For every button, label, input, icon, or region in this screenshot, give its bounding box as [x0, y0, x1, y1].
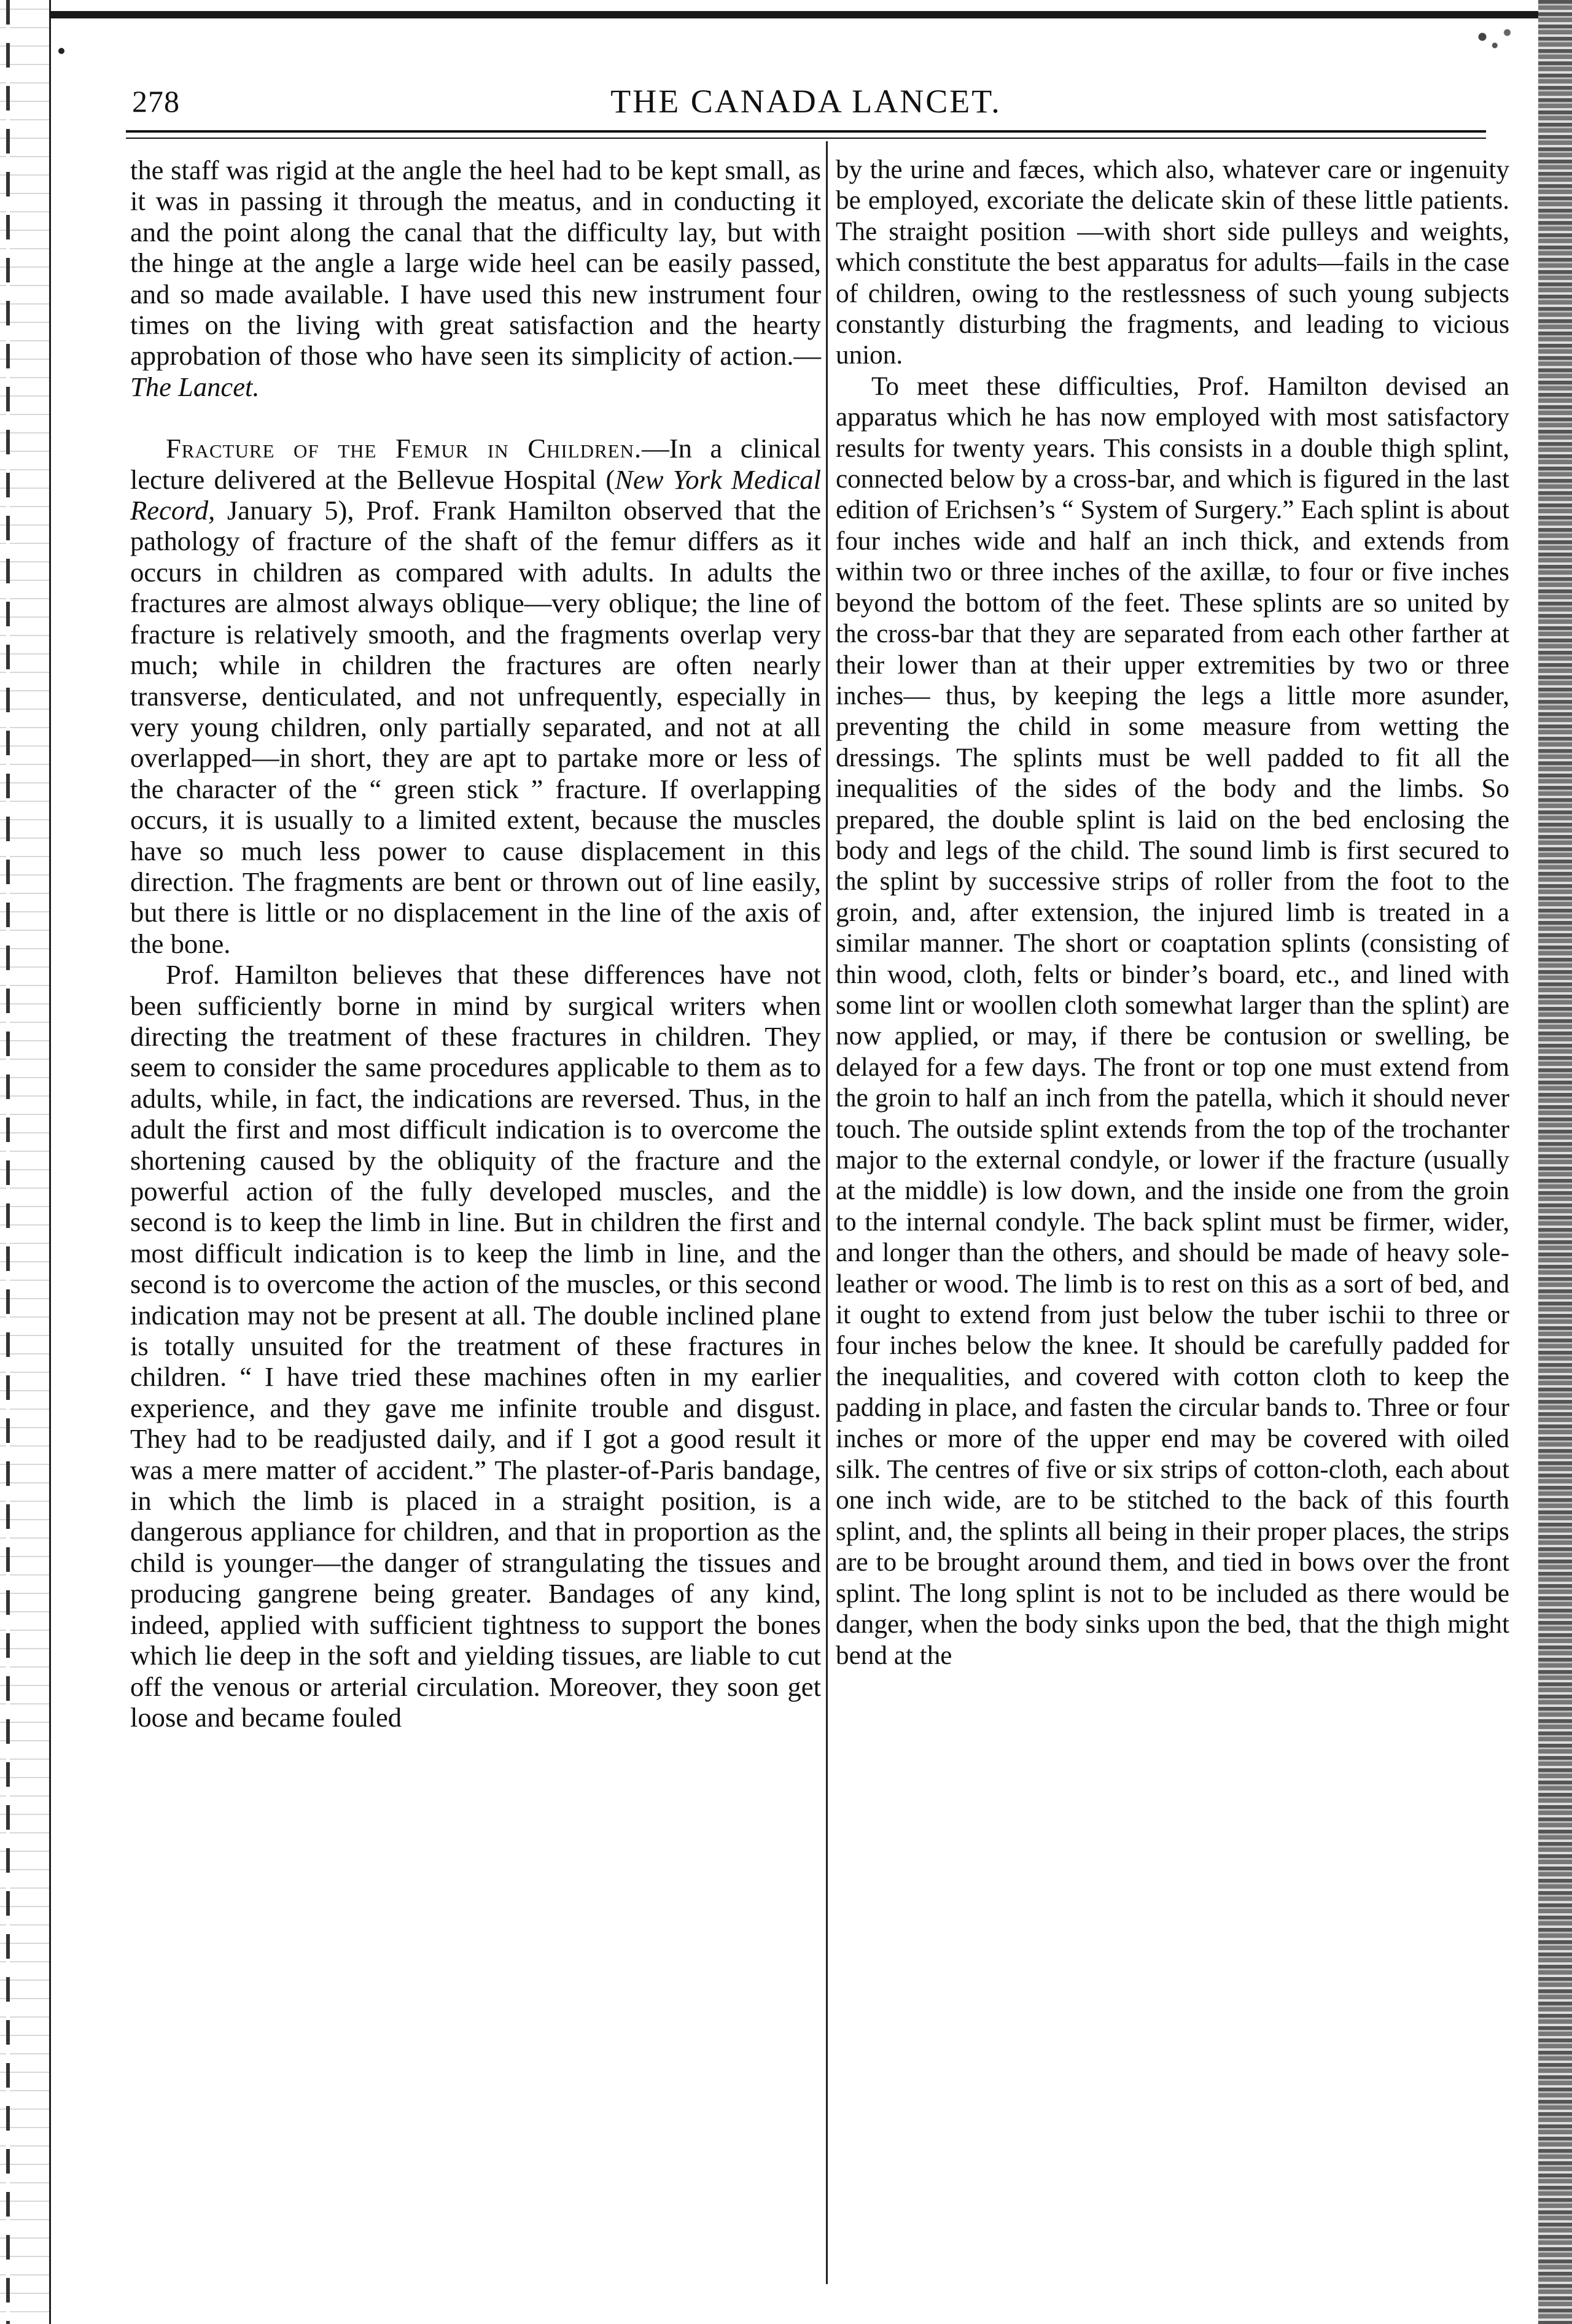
page-binding-edge	[0, 0, 51, 2324]
paragraph-fracture-heading	[130, 433, 821, 959]
corner-ink-mark	[1449, 15, 1532, 58]
header-rule-thick	[126, 130, 1486, 133]
paragraph-continued	[130, 155, 821, 402]
paragraph-apparatus: To meet these difficulties, Prof. Hamilton devised an apparatus which he has now employed with most satisfactory results for twenty years. This consists in a double thigh splint, connected below by a cross-bar, and which is figured in the last edition of Erichsen’s “ System of Surgery.” Each splint is about four inches wide and half an inch thick, and extends from within two or three inches of the axillæ, to four or five inches beyond the bottom of the feet. These splints are so united by the cross-bar that they are separated from each other farther at their lower than at their upper extremities by two or three inches— thus, by keeping the legs a little more asunder, preventing the child in some measure from wetting the dressings. The splints must be well padded to fit all the inequalities of the sides of the body and the limbs. So prepared, the double splint is laid on the bed enclosing the body and legs of the child. The sound limb is first secured to the splint by successive strips of roller from the foot to the groin, and, after extension, the injured limb is treated in a similar manner. The short or coaptation splints (consisting of thin wood, cloth, felts or binder’s board, etc., and lined with some lint or woollen cloth somewhat larger than the splint) are now applied, or may, if there be contusion or swelling, be delayed for a few days. The front or top one must extend from the groin to half an inch from the patella, which it should never touch. The outside splint extends from the top of the trochanter major to the external condyle, or lower if the fracture (usually at the middle) is low down, and the inside one from the groin to the internal condyle. The back splint must be firmer, wider, and longer than the others, and should be made of heavy sole-leather or wood. The limb is to rest on this as a sort of bed, and it ought to extend from just below the tuber ischii to three or four inches below the knee. It should be carefully padded for the inequalities, and covered with cotton cloth to keep the padding in place, and fasten the circular bands to. Three or four inches or more of the upper end may be covered with oiled silk. The centres of five or six strips of cotton-cloth, each about one inch wide, are to be stitched to the back of this fourth splint, and, the splints all being in their proper places, the strips are to be brought around them, and tied in bows over the front splint. The long splint is not to be included as there would be danger, when the body sinks upon the bed, that the thigh might bend at the	[836, 371, 1509, 1670]
running-title: THE CANADA LANCET.	[610, 83, 1002, 120]
paragraph-text: In a clinical lecture delivered at the Bellevue Hospital (	[130, 433, 821, 495]
page-header	[126, 80, 1486, 129]
journal-title: New York Medical Record,	[130, 464, 821, 526]
section-heading: Fracture of the Femur in Children.	[166, 433, 642, 464]
ink-spot	[58, 48, 64, 54]
header-rule-thin	[126, 138, 1486, 139]
paragraph-text: the staff was rigid at the angle the heel had to be kept small, as it was in passing it through the meatus, and in conducting it and the point along the canal that the difficulty lay, but with the hinge at the angle a large wide heel can be easily passed, and so made available. I have used this new instrument four times on the living with great satisfaction and the hearty approbation of those who have seen its simplicity of action.—	[130, 155, 821, 371]
column-divider	[826, 141, 828, 2284]
page-right-edge	[1538, 0, 1572, 2324]
left-column	[130, 155, 821, 1733]
paragraph-hamilton-believes: Prof. Hamilton believes that these differences have not been sufficiently borne in mind by surgical writers when directing the treatment of these fractures in children. They seem to consider the same procedures applicable to them as to adults, while, in fact, the indications are reversed. Thus, in the adult the first and most difficult indication is to overcome the shortening caused by the obliquity of the fracture and the powerful action of the fully developed muscles, and the second is to keep the limb in line. But in children the first and most difficult indication is to keep the limb in line, and the second is to overcome the action of the muscles, or this second indication may not be present at all. The double inclined plane is totally unsuited for the treatment of these fractures in children. “ I have tried these machines often in my earlier experience, and they gave me infinite trouble and disgust. They had to be readjusted daily, and if I got a good result it was a mere matter of accident.” The plaster-of-Paris bandage, in which the limb is placed in a straight position, is a dangerous appliance for children, and that in proportion as the child is younger—the danger of strangulating the tissues and producing gangrene being greater. Bandages of any kind, indeed, applied with sufficient tightness to support the bones which lie deep in the soft and yielding tissues, are liable to cut off the venous or arterial circulation. Moreover, they soon get loose and became fouled	[130, 959, 821, 1733]
source-citation: The Lancet.	[130, 371, 260, 402]
right-column	[836, 155, 1509, 1671]
heading-dash: —	[642, 433, 669, 464]
section-spacer	[130, 402, 821, 433]
page-number: 278	[132, 84, 180, 119]
top-border-rule	[49, 11, 1538, 18]
paragraph-continued: by the urine and fæces, which also, whatever care or ingenuity be employed, excoriate the delicate skin of these little patients. The straight position —with short side pulleys and weights, which constitute the best apparatus for adults—fails in the case of children, owing to the restlessness of such young subjects constantly disturbing the fragments, and leading to vicious union.	[836, 155, 1509, 370]
paragraph-text: January 5), Prof. Frank Hamilton observed that the pathology of fracture of the shaft of the femur differs as it occurs in children as compared with adults. In adults the fractures are almost always oblique—very oblique; the line of fracture is relatively smooth, and the fragments overlap very much; while in children the fractures are often nearly transverse, denticulated, and not unfrequently, especially in very young children, only partially separated, and not at all overlapped—in short, they are apt to partake more or less of the character of the “ green stick ” fracture. If overlapping occurs, it is usually to a limited extent, because the muscles have so much less power to cause displacement in this direction. The fragments are bent or thrown out of line easily, but there is little or no displacement in the line of the axis of the bone.	[130, 495, 821, 959]
